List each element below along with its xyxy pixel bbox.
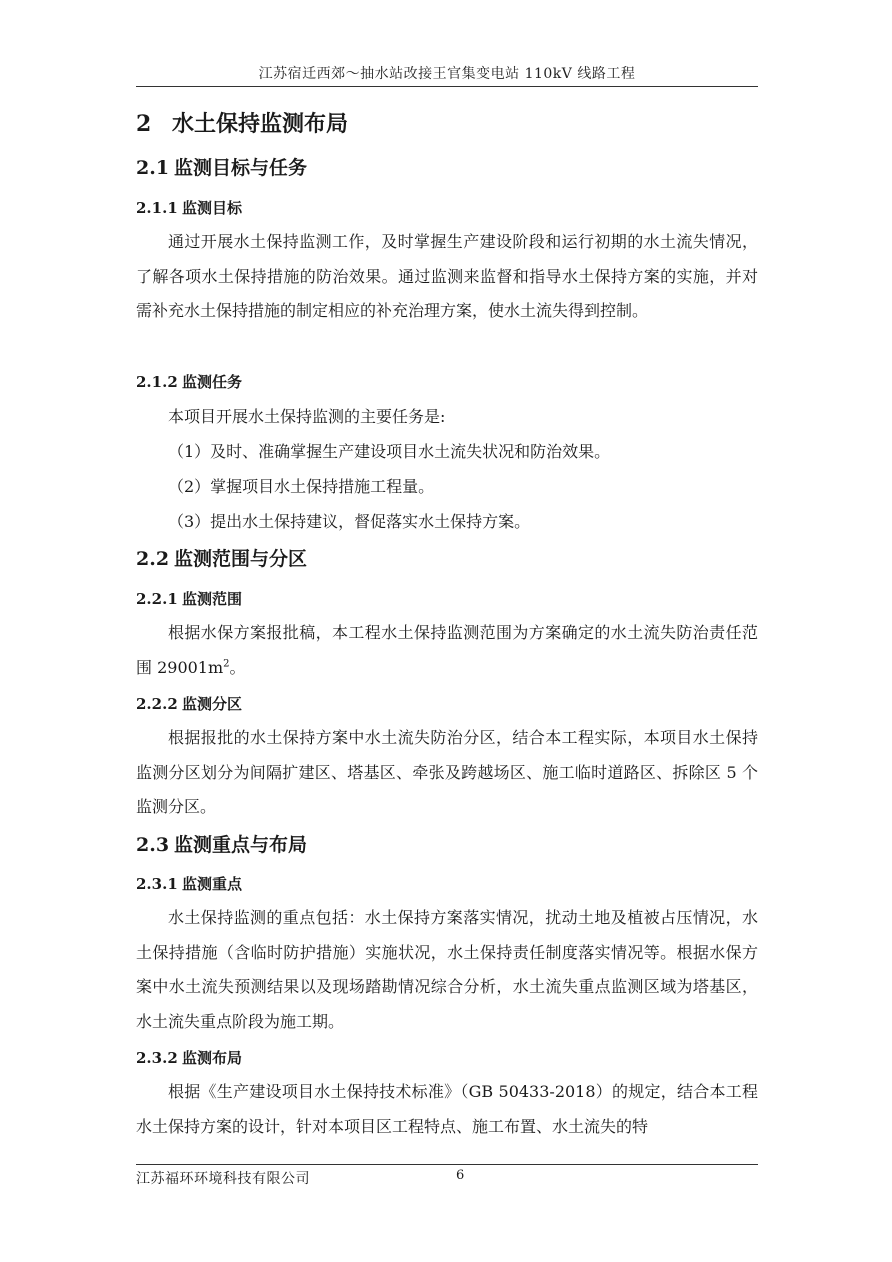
- subsection-heading-2-1-2: [136, 371, 242, 393]
- chapter-heading: [136, 108, 348, 140]
- section-number: 2.1: [136, 157, 170, 179]
- list-item: （2）掌握项目水土保持措施工程量。: [168, 477, 435, 496]
- scope-text: 根据水保方案报批稿，本工程水土保持监测范围为方案确定的水土流失防治责任范围 29001m: [136, 623, 758, 677]
- paragraph-monitoring-zones: 根据报批的水土保持方案中水土流失防治分区，结合本工程实际，本项目水土保持监测分区划分为间隔扩建区、塔基区、牵张及跨越场区、施工临时道路区、拆除区 5 个监测分区。: [136, 728, 758, 816]
- footer-company: 江苏福环环境科技有限公司: [136, 1171, 310, 1187]
- subsection-number: 2.3.2: [136, 1049, 178, 1067]
- subsection-number: 2.3.1: [136, 875, 178, 893]
- subsection-heading-2-2-1: [136, 588, 242, 610]
- section-number: 2.2: [136, 548, 170, 570]
- subsection-heading-2-2-2: [136, 693, 242, 715]
- paragraph-monitoring-layout: 根据《生产建设项目水土保持技术标准》（GB 50433-2018）的规定，结合本工程水土保持方案的设计，针对本项目区工程特点、施工布置、水土流失的特: [136, 1082, 758, 1136]
- section-title: 监测范围与分区: [174, 548, 308, 570]
- section-number: 2.3: [136, 834, 170, 856]
- subsection-title: 监测重点: [182, 875, 243, 893]
- paragraph-monitoring-scope: [136, 616, 758, 685]
- scope-text-end: 。: [229, 657, 246, 677]
- running-header: 江苏宿迁西郊～抽水站改接王官集变电站 110kV 线路工程: [258, 66, 636, 82]
- list-item: （1）及时、准确掌握生产建设项目水土流失状况和防治效果。: [168, 442, 611, 461]
- header-rule: [136, 86, 758, 87]
- subsection-number: 2.1.1: [136, 199, 178, 217]
- paragraph-monitoring-goal: 通过开展水土保持监测工作，及时掌握生产建设阶段和运行初期的水土流失情况，了解各项水土保持措施的防治效果。通过监测来监督和指导水土保持方案的实施，并对需补充水土保持措施的制定相应的补充治理方案，使水土流失得到控制。: [136, 232, 758, 320]
- chapter-number: 2: [136, 111, 152, 137]
- subsection-title: 监测任务: [182, 373, 243, 391]
- chapter-title: 水土保持监测布局: [172, 111, 349, 137]
- section-heading-2-3: [136, 831, 307, 859]
- subsection-number: 2.2.1: [136, 590, 178, 608]
- subsection-heading-2-3-1: [136, 873, 242, 895]
- footer-rule: [136, 1164, 758, 1165]
- unit-superscript: 2: [223, 658, 230, 670]
- subsection-title: 监测分区: [182, 695, 243, 713]
- paragraph-monitoring-focus: 水土保持监测的重点包括：水土保持方案落实情况，扰动土地及植被占压情况，水土保持措施（含临时防护措施）实施状况，水土保持责任制度落实情况等。根据水保方案中水土流失预测结果以及现场踏勘情况综合分析，水土流失重点监测区域为塔基区，水土流失重点阶段为施工期。: [136, 908, 758, 1031]
- subsection-heading-2-3-2: [136, 1047, 242, 1069]
- section-heading-2-1: [136, 154, 307, 182]
- subsection-title: 监测范围: [182, 590, 243, 608]
- page-number: 6: [456, 1168, 465, 1183]
- section-title: 监测目标与任务: [174, 157, 308, 179]
- subsection-heading-2-1-1: [136, 197, 242, 219]
- subsection-title: 监测布局: [182, 1049, 243, 1067]
- subsection-title: 监测目标: [182, 199, 243, 217]
- section-heading-2-2: [136, 545, 307, 573]
- paragraph-task-intro: 本项目开展水土保持监测的主要任务是:: [168, 407, 446, 426]
- subsection-number: 2.2.2: [136, 695, 178, 713]
- section-title: 监测重点与布局: [174, 834, 308, 856]
- subsection-number: 2.1.2: [136, 373, 178, 391]
- list-item: （3）提出水土保持建议，督促落实水土保持方案。: [168, 512, 531, 531]
